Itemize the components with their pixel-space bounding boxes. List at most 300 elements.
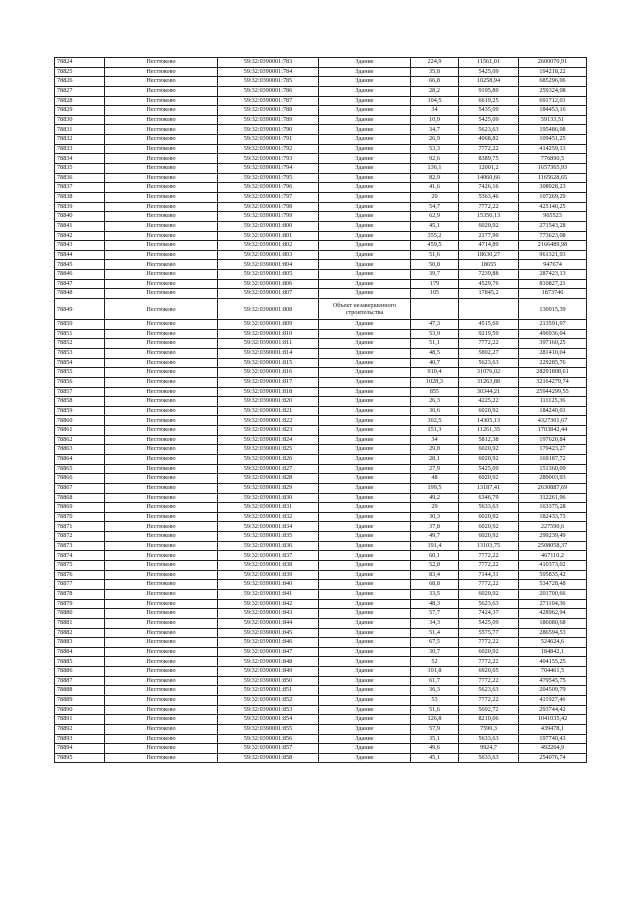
row-number-cell: 78830 bbox=[55, 115, 105, 125]
cadastral-number-cell: 59:32:0390001:843 bbox=[218, 609, 319, 619]
specific-value-cell: 8210,06 bbox=[459, 715, 519, 725]
object-type-cell: Здание bbox=[319, 250, 411, 260]
area-cell: 45,1 bbox=[411, 221, 459, 231]
object-type-cell: Здание bbox=[319, 744, 411, 754]
cadastral-number-cell: 59:32:0390001:831 bbox=[218, 503, 319, 513]
table-row bbox=[55, 154, 587, 164]
locality-cell: Нестюково bbox=[105, 744, 218, 754]
row-number-cell: 78885 bbox=[55, 657, 105, 667]
cadastral-number-cell: 59:32:0390001:855 bbox=[218, 724, 319, 734]
table-row bbox=[55, 358, 587, 368]
row-number-cell: 78861 bbox=[55, 426, 105, 436]
object-type-cell: Здание bbox=[319, 339, 411, 349]
table-row bbox=[55, 512, 587, 522]
area-cell: 51,6 bbox=[411, 250, 459, 260]
object-type-cell: Здание bbox=[319, 474, 411, 484]
area-cell: 104,5 bbox=[411, 96, 459, 106]
cadastral-value-cell: 467110,2 bbox=[519, 551, 587, 561]
table-row bbox=[55, 715, 587, 725]
specific-value-cell: 6020,92 bbox=[459, 474, 519, 484]
locality-cell: Нестюково bbox=[105, 416, 218, 426]
cadastral-value-cell: 107269,29 bbox=[519, 192, 587, 202]
row-number-cell: 78881 bbox=[55, 618, 105, 628]
cadastral-value-cell: 534728,48 bbox=[519, 580, 587, 590]
cadastral-value-cell: 404155,25 bbox=[519, 657, 587, 667]
cadastral-value-cell: 195486,98 bbox=[519, 125, 587, 135]
row-number-cell: 78882 bbox=[55, 628, 105, 638]
object-type-cell: Здание bbox=[319, 522, 411, 532]
object-type-cell: Здание bbox=[319, 58, 411, 68]
object-type-cell: Здание bbox=[319, 260, 411, 270]
cadastral-value-cell: 213591,97 bbox=[519, 320, 587, 330]
cadastral-number-cell: 59:32:0390001:828 bbox=[218, 474, 319, 484]
specific-value-cell: 31076,02 bbox=[459, 368, 519, 378]
object-type-cell: Здание bbox=[319, 279, 411, 289]
specific-value-cell: 7772,22 bbox=[459, 202, 519, 212]
cadastral-number-cell: 59:32:0390001:811 bbox=[218, 339, 319, 349]
cadastral-number-cell: 59:32:0390001:808 bbox=[218, 299, 319, 320]
locality-cell: Нестюково bbox=[105, 320, 218, 330]
object-type-cell: Здание bbox=[319, 289, 411, 299]
object-type-cell: Здание bbox=[319, 416, 411, 426]
area-cell: 83,4 bbox=[411, 570, 459, 580]
object-type-cell: Здание bbox=[319, 753, 411, 763]
specific-value-cell: 7772,22 bbox=[459, 561, 519, 571]
row-number-cell: 78842 bbox=[55, 231, 105, 241]
locality-cell: Нестюково bbox=[105, 541, 218, 551]
object-type-cell: Здание bbox=[319, 320, 411, 330]
cadastral-number-cell: 59:32:0390001:856 bbox=[218, 734, 319, 744]
row-number-cell: 78868 bbox=[55, 493, 105, 503]
specific-value-cell: 5363,46 bbox=[459, 192, 519, 202]
cadastral-value-cell: 197620,84 bbox=[519, 435, 587, 445]
locality-cell: Нестюково bbox=[105, 454, 218, 464]
table-row bbox=[55, 686, 587, 696]
object-type-cell: Здание bbox=[319, 183, 411, 193]
cadastral-number-cell: 59:32:0390001:846 bbox=[218, 638, 319, 648]
row-number-cell: 78838 bbox=[55, 192, 105, 202]
area-cell: 48,3 bbox=[411, 599, 459, 609]
object-type-cell: Здание bbox=[319, 512, 411, 522]
cadastral-value-cell: 411927,46 bbox=[519, 696, 587, 706]
cadastral-number-cell: 59:32:0390001:834 bbox=[218, 522, 319, 532]
cadastral-number-cell: 59:32:0390001:827 bbox=[218, 464, 319, 474]
locality-cell: Нестюково bbox=[105, 289, 218, 299]
locality-cell: Нестюково bbox=[105, 125, 218, 135]
cadastral-value-cell: 259324,08 bbox=[519, 86, 587, 96]
area-cell: 51,1 bbox=[411, 339, 459, 349]
area-cell: 30,6 bbox=[411, 406, 459, 416]
area-cell: 49,7 bbox=[411, 532, 459, 542]
row-number-cell: 78858 bbox=[55, 397, 105, 407]
table-row bbox=[55, 696, 587, 706]
object-type-cell: Здание bbox=[319, 454, 411, 464]
row-number-cell: 78895 bbox=[55, 753, 105, 763]
locality-cell: Нестюково bbox=[105, 173, 218, 183]
locality-cell: Нестюково bbox=[105, 734, 218, 744]
table-row bbox=[55, 212, 587, 222]
specific-value-cell: 5623,63 bbox=[459, 599, 519, 609]
locality-cell: Нестюково bbox=[105, 115, 218, 125]
area-cell: 48,5 bbox=[411, 348, 459, 358]
table-row bbox=[55, 464, 587, 474]
object-type-cell: Здание bbox=[319, 686, 411, 696]
cadastral-number-cell: 59:32:0390001:789 bbox=[218, 115, 319, 125]
table-row bbox=[55, 289, 587, 299]
locality-cell: Нестюково bbox=[105, 368, 218, 378]
row-number-cell: 78828 bbox=[55, 96, 105, 106]
specific-value-cell: 11261,35 bbox=[459, 426, 519, 436]
specific-value-cell: 31263,88 bbox=[459, 377, 519, 387]
object-type-cell: Здание bbox=[319, 387, 411, 397]
specific-value-cell: 6020,92 bbox=[459, 406, 519, 416]
table-row bbox=[55, 86, 587, 96]
table-row bbox=[55, 339, 587, 349]
cadastral-number-cell: 59:32:0390001:854 bbox=[218, 715, 319, 725]
locality-cell: Нестюково bbox=[105, 270, 218, 280]
locality-cell: Нестюково bbox=[105, 358, 218, 368]
object-type-cell: Здание bbox=[319, 705, 411, 715]
cadastral-value-cell: 201700,66 bbox=[519, 589, 587, 599]
locality-cell: Нестюково bbox=[105, 279, 218, 289]
object-type-cell: Здание bbox=[319, 329, 411, 339]
row-number-cell: 78840 bbox=[55, 212, 105, 222]
cadastral-value-cell: 184240,01 bbox=[519, 406, 587, 416]
cadastral-value-cell: 524624,6 bbox=[519, 638, 587, 648]
object-type-cell: Здание bbox=[319, 647, 411, 657]
row-number-cell: 78874 bbox=[55, 551, 105, 561]
cadastral-number-cell: 59:32:0390001:801 bbox=[218, 231, 319, 241]
specific-value-cell: 6020,92 bbox=[459, 589, 519, 599]
area-cell: 53,9 bbox=[411, 329, 459, 339]
cadastral-value-cell: 179423,27 bbox=[519, 445, 587, 455]
object-type-cell: Здание bbox=[319, 192, 411, 202]
object-type-cell: Здание bbox=[319, 67, 411, 77]
cadastral-value-cell: 685296,06 bbox=[519, 77, 587, 87]
specific-value-cell: 5435,09 bbox=[459, 106, 519, 116]
cadastral-value-cell: 289003,93 bbox=[519, 474, 587, 484]
locality-cell: Нестюково bbox=[105, 96, 218, 106]
cadastral-number-cell: 59:32:0390001:832 bbox=[218, 512, 319, 522]
table-row bbox=[55, 67, 587, 77]
row-number-cell: 78865 bbox=[55, 464, 105, 474]
table-row bbox=[55, 125, 587, 135]
specific-value-cell: 4515,69 bbox=[459, 320, 519, 330]
row-number-cell: 78850 bbox=[55, 320, 105, 330]
cadastral-number-cell: 59:32:0390001:798 bbox=[218, 202, 319, 212]
row-number-cell: 78836 bbox=[55, 173, 105, 183]
locality-cell: Нестюково bbox=[105, 522, 218, 532]
specific-value-cell: 10258,94 bbox=[459, 77, 519, 87]
cadastral-number-cell: 59:32:0390001:784 bbox=[218, 67, 319, 77]
table-row bbox=[55, 676, 587, 686]
specific-value-cell: 6020,92 bbox=[459, 522, 519, 532]
locality-cell: Нестюково bbox=[105, 67, 218, 77]
cadastral-number-cell: 59:32:0390001:799 bbox=[218, 212, 319, 222]
object-type-cell: Здание bbox=[319, 618, 411, 628]
table-row bbox=[55, 426, 587, 436]
object-type-cell: Здание bbox=[319, 125, 411, 135]
cadastral-number-cell: 59:32:0390001:802 bbox=[218, 241, 319, 251]
specific-value-cell: 7426,16 bbox=[459, 183, 519, 193]
cadastral-value-cell: 182433,73 bbox=[519, 512, 587, 522]
specific-value-cell bbox=[459, 299, 519, 320]
table-row bbox=[55, 638, 587, 648]
locality-cell: Нестюково bbox=[105, 724, 218, 734]
row-number-cell: 78833 bbox=[55, 144, 105, 154]
locality-cell: Нестюково bbox=[105, 397, 218, 407]
locality-cell: Нестюково bbox=[105, 705, 218, 715]
specific-value-cell: 5633,63 bbox=[459, 734, 519, 744]
area-cell: 54,7 bbox=[411, 202, 459, 212]
row-number-cell: 78852 bbox=[55, 339, 105, 349]
area-cell: 51,6 bbox=[411, 705, 459, 715]
locality-cell: Нестюково bbox=[105, 753, 218, 763]
table-row bbox=[55, 202, 587, 212]
cadastral-number-cell: 59:32:0390001:829 bbox=[218, 483, 319, 493]
table-row bbox=[55, 474, 587, 484]
object-type-cell: Здание bbox=[319, 164, 411, 174]
area-cell: 82,9 bbox=[411, 173, 459, 183]
table-row bbox=[55, 416, 587, 426]
cadastral-number-cell: 59:32:0390001:822 bbox=[218, 416, 319, 426]
cadastral-value-cell: 271104,36 bbox=[519, 599, 587, 609]
specific-value-cell: 6020,92 bbox=[459, 532, 519, 542]
row-number-cell: 78847 bbox=[55, 279, 105, 289]
object-type-cell: Здание bbox=[319, 638, 411, 648]
cadastral-number-cell: 59:32:0390001:838 bbox=[218, 561, 319, 571]
row-number-cell: 78873 bbox=[55, 541, 105, 551]
specific-value-cell: 5425,09 bbox=[459, 115, 519, 125]
row-number-cell: 78854 bbox=[55, 358, 105, 368]
specific-value-cell: 5802,27 bbox=[459, 348, 519, 358]
area-cell: 49,6 bbox=[411, 744, 459, 754]
specific-value-cell: 5425,09 bbox=[459, 618, 519, 628]
table-row bbox=[55, 348, 587, 358]
area-cell: 41,6 bbox=[411, 183, 459, 193]
cadastral-number-cell: 59:32:0390001:842 bbox=[218, 599, 319, 609]
row-number-cell: 78890 bbox=[55, 705, 105, 715]
row-number-cell: 78863 bbox=[55, 445, 105, 455]
specific-value-cell: 7772,22 bbox=[459, 580, 519, 590]
locality-cell: Нестюково bbox=[105, 299, 218, 320]
cadastral-value-cell: 109451,25 bbox=[519, 135, 587, 145]
cadastral-number-cell: 59:32:0390001:810 bbox=[218, 329, 319, 339]
object-type-cell: Здание bbox=[319, 676, 411, 686]
cadastral-number-cell: 59:32:0390001:853 bbox=[218, 705, 319, 715]
table-row bbox=[55, 106, 587, 116]
table-row bbox=[55, 493, 587, 503]
row-number-cell: 78877 bbox=[55, 580, 105, 590]
cadastral-number-cell: 59:32:0390001:818 bbox=[218, 387, 319, 397]
table-row bbox=[55, 628, 587, 638]
table-row bbox=[55, 609, 587, 619]
cadastral-value-cell: 425140,25 bbox=[519, 202, 587, 212]
table-row bbox=[55, 397, 587, 407]
locality-cell: Нестюково bbox=[105, 329, 218, 339]
area-cell: 302,5 bbox=[411, 416, 459, 426]
locality-cell: Нестюково bbox=[105, 377, 218, 387]
table-row bbox=[55, 260, 587, 270]
specific-value-cell: 5623,63 bbox=[459, 358, 519, 368]
cadastral-value-cell: 32164279,74 bbox=[519, 377, 587, 387]
row-number-cell: 78825 bbox=[55, 67, 105, 77]
locality-cell: Нестюково bbox=[105, 599, 218, 609]
locality-cell: Нестюково bbox=[105, 192, 218, 202]
locality-cell: Нестюково bbox=[105, 77, 218, 87]
cadastral-value-cell: 312261,96 bbox=[519, 493, 587, 503]
cadastral-value-cell: 204509,79 bbox=[519, 686, 587, 696]
specific-value-cell: 5425,09 bbox=[459, 67, 519, 77]
area-cell: 51,4 bbox=[411, 628, 459, 638]
area-cell: 48 bbox=[411, 474, 459, 484]
locality-cell: Нестюково bbox=[105, 493, 218, 503]
row-number-cell: 78824 bbox=[55, 58, 105, 68]
row-number-cell: 78892 bbox=[55, 724, 105, 734]
specific-value-cell: 7772,22 bbox=[459, 676, 519, 686]
specific-value-cell: 8389,75 bbox=[459, 154, 519, 164]
area-cell: 67,5 bbox=[411, 638, 459, 648]
cadastral-number-cell: 59:32:0390001:807 bbox=[218, 289, 319, 299]
locality-cell: Нестюково bbox=[105, 618, 218, 628]
specific-value-cell: 7772,22 bbox=[459, 144, 519, 154]
cadastral-number-cell: 59:32:0390001:849 bbox=[218, 667, 319, 677]
table-row bbox=[55, 320, 587, 330]
cadastral-value-cell: 293744,42 bbox=[519, 705, 587, 715]
cadastral-number-cell: 59:32:0390001:840 bbox=[218, 580, 319, 590]
row-number-cell: 78860 bbox=[55, 416, 105, 426]
area-cell: 179 bbox=[411, 279, 459, 289]
row-number-cell: 78869 bbox=[55, 503, 105, 513]
locality-cell: Нестюково bbox=[105, 86, 218, 96]
specific-value-cell: 4068,82 bbox=[459, 135, 519, 145]
locality-cell: Нестюково bbox=[105, 532, 218, 542]
cadastral-number-cell: 59:32:0390001:791 bbox=[218, 135, 319, 145]
area-cell: 66,8 bbox=[411, 77, 459, 87]
object-type-cell: Здание bbox=[319, 551, 411, 561]
row-number-cell: 78851 bbox=[55, 329, 105, 339]
row-number-cell: 78879 bbox=[55, 599, 105, 609]
table-row bbox=[55, 368, 587, 378]
specific-value-cell: 4714,89 bbox=[459, 241, 519, 251]
specific-value-cell: 6346,79 bbox=[459, 493, 519, 503]
cadastral-value-cell: 410373,02 bbox=[519, 561, 587, 571]
locality-cell: Нестюково bbox=[105, 628, 218, 638]
table-row bbox=[55, 570, 587, 580]
specific-value-cell: 9924,7 bbox=[459, 744, 519, 754]
specific-value-cell: 7239,88 bbox=[459, 270, 519, 280]
cadastral-number-cell: 59:32:0390001:836 bbox=[218, 541, 319, 551]
table-row bbox=[55, 541, 587, 551]
cadastral-value-cell: 286594,53 bbox=[519, 628, 587, 638]
cadastral-value-cell: 2630887,69 bbox=[519, 483, 587, 493]
object-type-cell: Здание bbox=[319, 212, 411, 222]
object-type-cell: Здание bbox=[319, 173, 411, 183]
cadastral-value-cell: 691712,01 bbox=[519, 96, 587, 106]
row-number-cell: 78846 bbox=[55, 270, 105, 280]
locality-cell: Нестюково bbox=[105, 144, 218, 154]
cadastral-value-cell: 194218,22 bbox=[519, 67, 587, 77]
row-number-cell: 78841 bbox=[55, 221, 105, 231]
cadastral-value-cell: 59133,51 bbox=[519, 115, 587, 125]
table-row bbox=[55, 58, 587, 68]
specific-value-cell: 7424,37 bbox=[459, 609, 519, 619]
area-cell: 29 bbox=[411, 503, 459, 513]
area-cell: 199,5 bbox=[411, 483, 459, 493]
object-type-cell: Здание bbox=[319, 561, 411, 571]
table-row bbox=[55, 647, 587, 657]
table-row bbox=[55, 135, 587, 145]
specific-value-cell: 11561,01 bbox=[459, 58, 519, 68]
cadastral-number-cell: 59:32:0390001:806 bbox=[218, 279, 319, 289]
specific-value-cell: 5692,72 bbox=[459, 705, 519, 715]
cadastral-number-cell: 59:32:0390001:785 bbox=[218, 77, 319, 87]
cadastral-value-cell: 965523 bbox=[519, 212, 587, 222]
table-row bbox=[55, 724, 587, 734]
area-cell: 855 bbox=[411, 387, 459, 397]
cadastral-value-cell: 479545,75 bbox=[519, 676, 587, 686]
cadastral-number-cell: 59:32:0390001:848 bbox=[218, 657, 319, 667]
object-type-cell: Здание bbox=[319, 221, 411, 231]
specific-value-cell: 6920,05 bbox=[459, 667, 519, 677]
cadastral-value-cell: 428962,94 bbox=[519, 609, 587, 619]
cadastral-number-cell: 59:32:0390001:820 bbox=[218, 397, 319, 407]
locality-cell: Нестюково bbox=[105, 580, 218, 590]
cadastral-value-cell: 197740,43 bbox=[519, 734, 587, 744]
row-number-cell: 78891 bbox=[55, 715, 105, 725]
cadastral-value-cell: 254076,74 bbox=[519, 753, 587, 763]
locality-cell: Нестюково bbox=[105, 387, 218, 397]
cadastral-number-cell: 59:32:0390001:803 bbox=[218, 250, 319, 260]
area-cell: 224,9 bbox=[411, 58, 459, 68]
object-type-cell: Здание bbox=[319, 628, 411, 638]
specific-value-cell: 9195,89 bbox=[459, 86, 519, 96]
object-type-cell: Здание bbox=[319, 77, 411, 87]
locality-cell: Нестюково bbox=[105, 512, 218, 522]
cadastral-number-cell: 59:32:0390001:830 bbox=[218, 493, 319, 503]
specific-value-cell: 13187,41 bbox=[459, 483, 519, 493]
row-number-cell: 78889 bbox=[55, 696, 105, 706]
locality-cell: Нестюково bbox=[105, 212, 218, 222]
cadastral-number-cell: 59:32:0390001:787 bbox=[218, 96, 319, 106]
cadastral-number-cell: 59:32:0390001:797 bbox=[218, 192, 319, 202]
locality-cell: Нестюково bbox=[105, 135, 218, 145]
cadastral-value-table bbox=[54, 57, 587, 763]
area-cell: 33,5 bbox=[411, 589, 459, 599]
table-row bbox=[55, 387, 587, 397]
object-type-cell: Здание bbox=[319, 445, 411, 455]
specific-value-cell: 12001,2 bbox=[459, 164, 519, 174]
specific-value-cell: 9219,59 bbox=[459, 329, 519, 339]
row-number-cell: 78880 bbox=[55, 609, 105, 619]
specific-value-cell: 5425,09 bbox=[459, 464, 519, 474]
cadastral-value-cell: 704461,5 bbox=[519, 667, 587, 677]
cadastral-value-cell: 496936,04 bbox=[519, 329, 587, 339]
object-type-cell: Здание bbox=[319, 231, 411, 241]
cadastral-number-cell: 59:32:0390001:800 bbox=[218, 221, 319, 231]
table-row bbox=[55, 115, 587, 125]
cadastral-value-cell: 439478,1 bbox=[519, 724, 587, 734]
table-row bbox=[55, 705, 587, 715]
cadastral-number-cell: 59:32:0390001:858 bbox=[218, 753, 319, 763]
cadastral-value-cell: 1703842,44 bbox=[519, 426, 587, 436]
object-type-cell: Здание bbox=[319, 580, 411, 590]
table-row bbox=[55, 164, 587, 174]
row-number-cell: 78878 bbox=[55, 589, 105, 599]
cadastral-value-cell: 2508058,37 bbox=[519, 541, 587, 551]
cadastral-number-cell: 59:32:0390001:847 bbox=[218, 647, 319, 657]
cadastral-value-cell: 397160,25 bbox=[519, 339, 587, 349]
